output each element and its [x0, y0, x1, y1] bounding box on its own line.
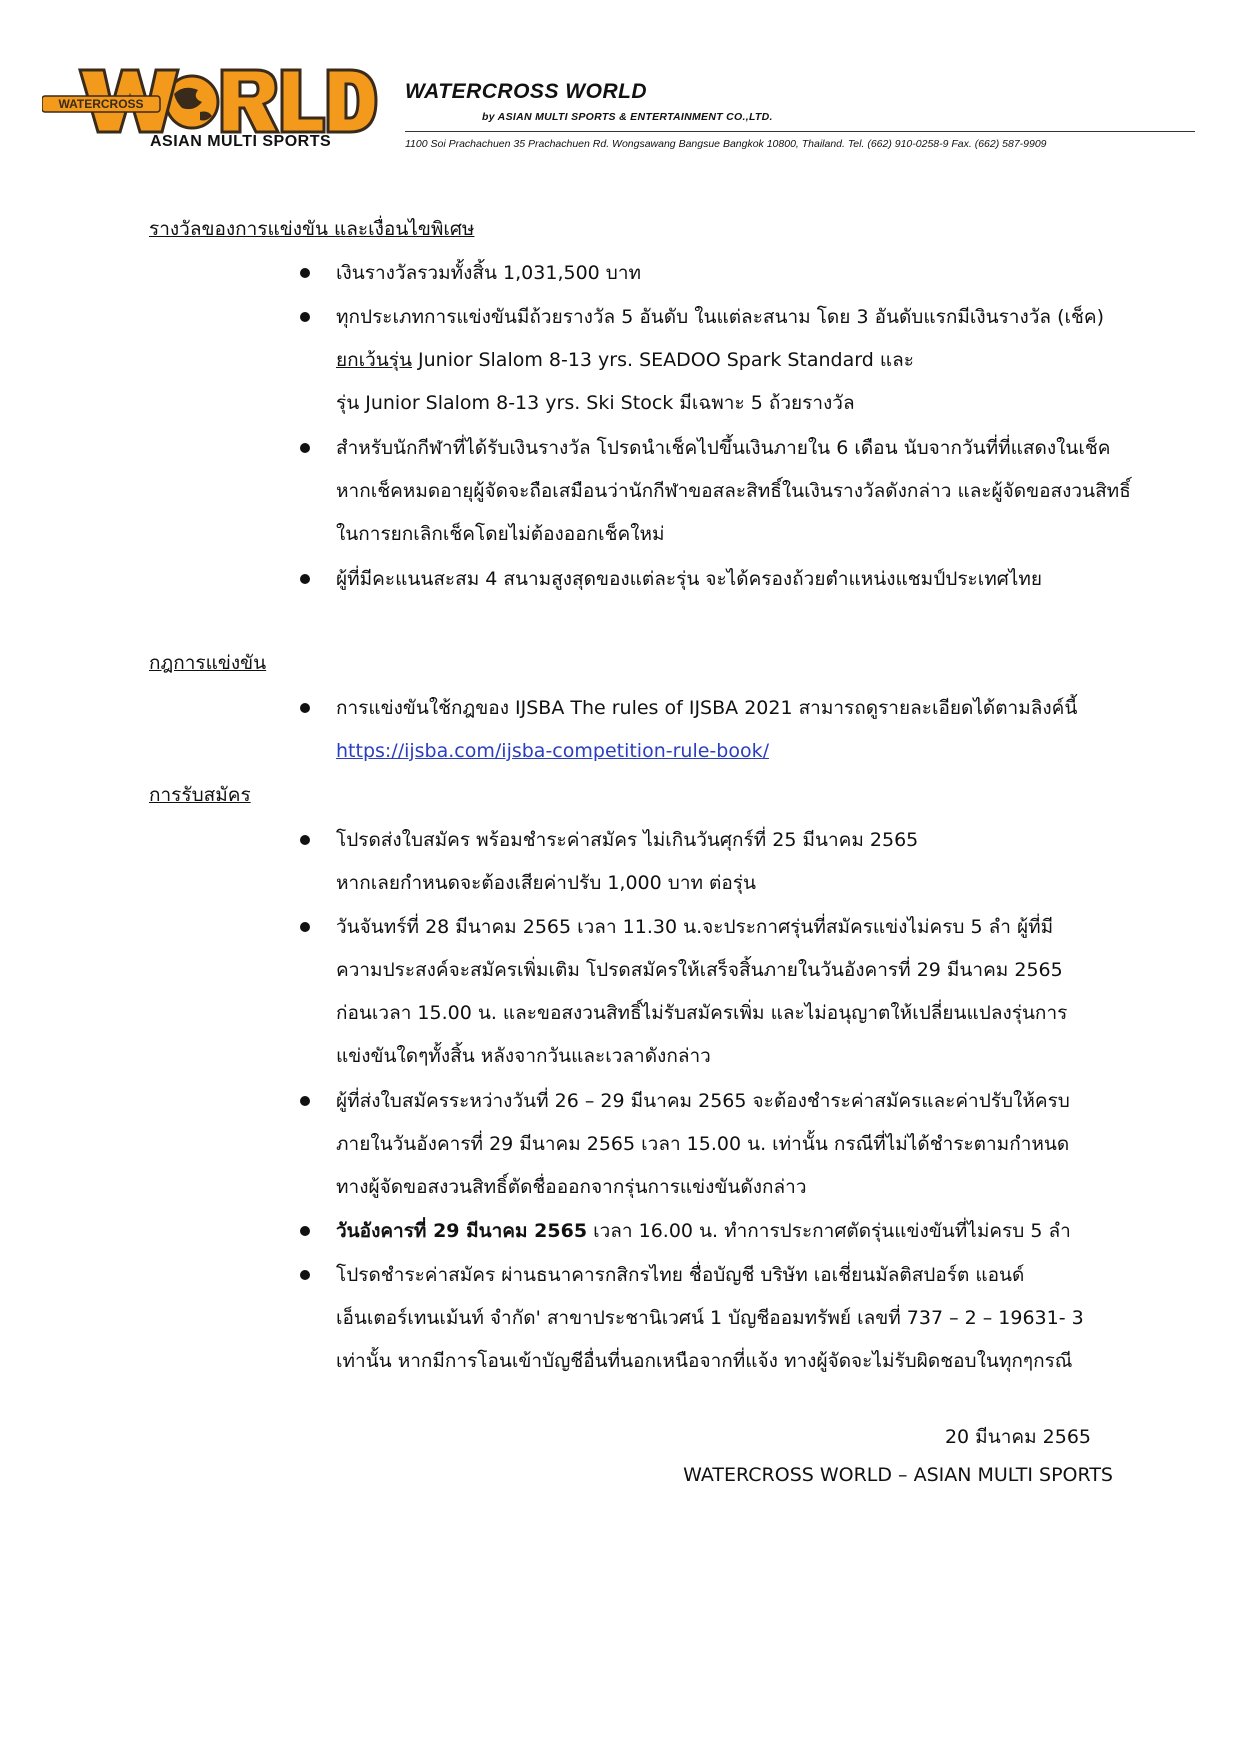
item-text: ก่อนเวลา 15.00 น. และขอสงวนสิทธิ์ไม่รับสมัครเพิ่ม และไม่อนุญาตให้เปลี่ยนแปลงรุ่นการ [336, 1002, 1068, 1024]
signature-date: 20 มีนาคม 2565 [944, 1426, 1091, 1448]
item-text: ทางผู้จัดขอสงวนสิทธิ์ตัดชื่อออกจากรุ่นการแข่งขันดังกล่าว [336, 1176, 807, 1198]
item-text: ภายในวันอังคารที่ 29 มีนาคม 2565 เวลา 15.00 น. เท่านั้น กรณีที่ไม่ได้ชำระตามกำหนด [336, 1133, 1070, 1155]
item-text: ความประสงค์จะสมัครเพิ่มเติม โปรดสมัครให้เสร็จสิ้นภายในวันอังคารที่ 29 มีนาคม 2565 [336, 959, 1063, 981]
bullet-icon [300, 312, 310, 322]
item-text: เท่านั้น หากมีการโอนเข้าบัญชีอื่นที่นอกเหนือจากที่แจ้ง ทางผู้จัดจะไม่รับผิดชอบในทุกๆกรณี [336, 1350, 1073, 1372]
item-text-bold-date: วันอังคารที่ 29 มีนาคม 2565 [336, 1220, 588, 1242]
company-byline: by ASIAN MULTI SPORTS & ENTERTAINMENT CO.,LTD. [482, 111, 773, 123]
item-text: ผู้ที่ส่งใบสมัครระหว่างวันที่ 26 – 29 มีนาคม 2565 จะต้องชำระค่าสมัครและค่าปรับให้ครบ [336, 1090, 1070, 1112]
section-title-prizes: รางวัลของการแข่งขัน และเงื่อนไขพิเศษ [149, 218, 475, 240]
bullet-icon [300, 268, 310, 278]
item-text: ทุกประเภทการแข่งขันมีถ้วยรางวัล 5 อันดับ ในแต่ละสนาม โดย 3 อันดับแรกมีเงินรางวัล (เช็ค) [336, 306, 1105, 328]
list-item [336, 1080, 1136, 1209]
item-text: หากเช็คหมดอายุผู้จัดจะถือเสมือนว่านักกีฬาขอสละสิทธิ์ในเงินรางวัลดังกล่าว และผู้จัดขอสงวนสิทธิ์ [336, 480, 1131, 502]
item-text: เอ็นเตอร์เทนเม้นท์ จำกัด' สาขาประชานิเวศน์ 1 บัญชีออมทรัพย์ เลขที่ 737 – 2 – 19631- 3 [336, 1307, 1084, 1329]
item-text: หากเลยกำหนดจะต้องเสียค่าปรับ 1,000 บาท ต่อรุ่น [336, 872, 756, 894]
bullet-icon [300, 1270, 310, 1280]
list-item [336, 252, 1136, 295]
item-text: ในการยกเลิกเช็คโดยไม่ต้องออกเช็คใหม่ [336, 523, 665, 545]
item-text: แข่งขันใดๆทั้งสิ้น หลังจากวันและเวลาดังกล่าว [336, 1045, 711, 1067]
section-title-rules: กฎการแข่งขัน [149, 652, 267, 674]
item-text: วันจันทร์ที่ 28 มีนาคม 2565 เวลา 11.30 น.จะประกาศรุ่นที่สมัครแข่งไม่ครบ 5 ลำ ผู้ที่มี [336, 916, 1054, 938]
company-address: 1100 Soi Prachachuen 35 Prachachuen Rd. Wongsawang Bangsue Bangkok 10800, Thailand. Tel. (662) 910-0258-9 Fax. (662) 587-9909 [405, 138, 1047, 150]
item-text: โปรดชำระค่าสมัคร ผ่านธนาคารกสิกรไทย ชื่อบัญชี บริษัท เอเชี่ยนมัลติสปอร์ต แอนด์ [336, 1264, 1025, 1286]
item-text: รุ่น Junior Slalom 8-13 yrs. Ski Stock มีเฉพาะ 5 ถ้วยรางวัล [336, 392, 855, 414]
list-item [336, 819, 1136, 905]
rulebook-link[interactable]: https://ijsba.com/ijsba-competition-rule-book/ [336, 740, 770, 762]
bullet-icon [300, 922, 310, 932]
item-text: เวลา 16.00 น. ทำการประกาศตัดรุ่นแข่งขันที่ไม่ครบ 5 ลำ [587, 1220, 1071, 1242]
bullet-icon [300, 1226, 310, 1236]
item-text: โปรดส่งใบสมัคร พร้อมชำระค่าสมัคร ไม่เกินวันศุกร์ที่ 25 มีนาคม 2565 [336, 829, 919, 851]
item-text: การแข่งขันใช้กฎของ IJSBA [336, 697, 571, 719]
item-text: เงินรางวัลรวมทั้งสิ้น 1,031,500 บาท [336, 262, 642, 284]
bullet-icon [300, 1096, 310, 1106]
list-item [336, 906, 1136, 1078]
list-item [336, 687, 1136, 773]
list-item [336, 1254, 1136, 1383]
logo-badge-text: WATERCROSS [58, 97, 144, 111]
list-item [336, 296, 1136, 425]
item-text: สำหรับนักกีฬาที่ได้รับเงินรางวัล โปรดนำเช็คไปขึ้นเงินภายใน 6 เดือน นับจากวันที่ที่แสดงในเช็ค [336, 437, 1111, 459]
bullet-icon [300, 574, 310, 584]
letterhead-divider [405, 131, 1195, 132]
company-title: WATERCROSS WORLD [405, 80, 648, 103]
bullet-icon [300, 443, 310, 453]
item-text: Junior Slalom 8-13 yrs. SEADOO Spark Standard และ [411, 349, 914, 371]
signature-org: WATERCROSS WORLD – ASIAN MULTI SPORTS [683, 1464, 1113, 1486]
list-item [336, 558, 1136, 601]
logo-subtitle: ASIAN MULTI SPORTS [150, 133, 332, 150]
item-text-rules-name: The rules of IJSBA 2021 [570, 697, 793, 719]
bullet-icon [300, 835, 310, 845]
list-item [336, 1210, 1136, 1253]
list-item [336, 427, 1136, 556]
bullet-icon [300, 703, 310, 713]
item-text: สามารถดูรายละเอียดได้ตามลิงค์นี้ [792, 697, 1078, 719]
item-text-underlined: ยกเว้นรุ่น [336, 349, 412, 371]
section-title-registration: การรับสมัคร [149, 784, 251, 806]
item-text: ผู้ที่มีคะแนนสะสม 4 สนามสูงสุดของแต่ละรุ่น จะได้ครองถ้วยตำแหน่งแชมป์ประเทศไทย [336, 568, 1043, 590]
